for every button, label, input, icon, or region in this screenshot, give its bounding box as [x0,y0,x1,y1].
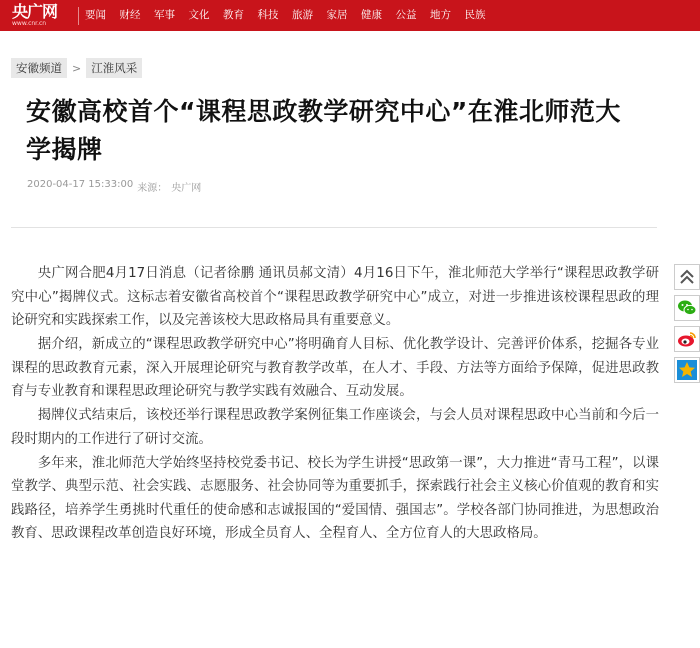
article-meta [27,179,201,194]
nav-item-culture[interactable]: 文化 [188,9,210,21]
logo-text: 央广网 [12,2,58,21]
back-to-top-button[interactable] [674,264,700,290]
site-logo[interactable] [0,0,70,31]
main-nav [85,0,499,31]
nav-item-travel[interactable]: 旅游 [292,9,313,21]
article-paragraph: 据介绍，新成立的“课程思政教学研究中心”将明确育人目标、优化教学设计、完善评价体系，挖掘各专业课程的思政教育元素，深入开展理论研究与教育教学改革，在人才、手段、方法等方面给予保障，促进思政教育与专业教育和课程思政理论研究与教学实践有效融合、互动发展。 [11,337,659,399]
back-to-top-icon [678,268,696,286]
share-sidebar [674,264,700,383]
article-datetime: 2020-04-17 15:33:00 [27,179,134,190]
title-divider [11,227,657,228]
article-source: 央广网 [171,183,202,194]
nav-item-news[interactable]: 要闻 [85,9,106,21]
qzone-icon [677,360,697,380]
breadcrumb-channel[interactable]: 安徽频道 [11,58,67,78]
nav-item-local[interactable]: 地方 [430,9,451,21]
nav-item-health[interactable]: 健康 [361,9,382,21]
article-body [11,262,659,546]
logo-subtext: www.cnr.cn [12,20,47,27]
article-paragraph: 揭牌仪式结束后，该校还举行课程思政教学案例征集工作座谈会，与会人员对课程思政中心当前和今后一段时期内的工作进行了研讨交流。 [11,408,659,447]
logo-separator [78,7,79,25]
nav-item-military[interactable]: 军事 [154,9,175,21]
nav-item-education[interactable]: 教育 [223,9,244,21]
nav-item-tech[interactable]: 科技 [257,9,279,21]
top-nav-bar [0,0,700,31]
share-qzone-button[interactable] [674,357,700,383]
article-paragraph: 央广网合肥4月17日消息（记者徐鹏 通讯员郝文清）4月16日下午，淮北师范大学举行“课程思政教学研究中心”揭牌仪式。这标志着安徽省高校首个“课程思政教学研究中心”成立，对进一步推进该校课程思政的理论研究和实践探索工作，以及完善该校大思政格局具有重要意义。 [11,266,659,328]
source-label: 来源： [137,183,168,194]
nav-item-finance[interactable]: 财经 [119,9,141,21]
article-paragraph: 多年来，淮北师范大学始终坚持校党委书记、校长为学生讲授“思政第一课”，大力推进“青马工程”，以课堂教学、典型示范、社会实践、志愿服务、社会协同等为重要抓手，探索践行社会主义核心价值观的教育和实践路径，培养学生勇挑时代重任的使命感和志诚报国的“爱国情、强国志”。学校各部门协同推进，为思想政治教育、思政课程改革创造良好环境，形成全员育人、全程育人、全方位育人的大思政格局。 [11,455,659,541]
article-title: 安徽高校首个“课程思政教学研究中心”在淮北师范大学揭牌 [26,97,621,164]
share-wechat-button[interactable] [674,295,700,321]
nav-item-charity[interactable]: 公益 [395,9,417,21]
weibo-icon [677,330,697,348]
wechat-icon [677,299,697,317]
nav-item-home[interactable]: 家居 [326,9,348,21]
breadcrumb-section[interactable]: 江淮风采 [86,58,142,78]
share-weibo-button[interactable] [674,326,700,352]
breadcrumb [11,58,142,78]
breadcrumb-separator: > [72,61,82,75]
nav-item-ethnic[interactable]: 民族 [464,9,486,21]
